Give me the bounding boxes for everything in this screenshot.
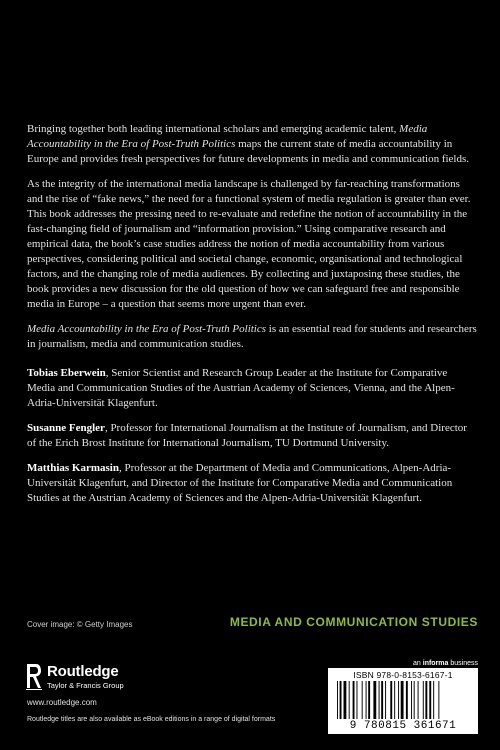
publisher-subtitle: Taylor & Francis Group (47, 681, 124, 690)
isbn-label: ISBN 978-0-8153-6167-1 (353, 670, 453, 680)
informa-brand: informa (422, 660, 449, 667)
author-name: Matthias Karmasin (27, 462, 119, 474)
author-bio-text: , Senior Scientist and Research Group Leader at the Institute for Comparative Media and Communication Studies of the Austrian Academy of Sciences, Vienna, and the Alpen-Adria-Universität Klagenfurt. (27, 367, 455, 409)
author-bio-2 (27, 421, 477, 451)
author-name: Tobias Eberwein (27, 367, 106, 379)
barcode (328, 668, 478, 734)
publisher-name: Routledge (47, 663, 119, 680)
intro-book-title: Media Accountability in the Era of Post-Truth Politics (27, 123, 428, 150)
barcode-digits: 9 780815 361671 (349, 720, 457, 732)
author-bio-1 (27, 366, 477, 411)
ebook-note: Routledge titles are also available as eBook editions in a range of digital formats (27, 716, 276, 723)
author-name: Susanne Fengler (27, 422, 105, 434)
closing-paragraph (27, 322, 477, 352)
informa-prefix: an (413, 660, 423, 667)
informa-suffix: business (448, 660, 478, 667)
blurb (27, 122, 477, 516)
author-bio-text: , Professor for International Journalism at the Institute of Journalism, and Director of the Erich Brost Institute for International Journalism, TU Dortmund University. (27, 422, 467, 449)
intro-paragraph (27, 122, 477, 167)
routledge-logo-icon (26, 664, 42, 690)
closing-book-title: Media Accountability in the Era of Post-Truth Politics (27, 323, 267, 335)
author-bio-3 (27, 461, 477, 506)
publisher-url[interactable]: www.routledge.com (27, 698, 97, 707)
intro-text-1: Bringing together both leading international scholars and emerging academic talent, (27, 123, 400, 135)
closing-text: is an essential read for students and researchers in journalism, media and communication studies. (27, 323, 477, 350)
cover-image-credit: Cover image: © Getty Images (27, 620, 133, 629)
barcode-bars-icon (337, 681, 469, 719)
intro-text-2: maps the current state of media accountability in Europe and provides fresh perspectives for future developments in media and communication fields. (27, 138, 470, 165)
author-bio-text: , Professor at the Department of Media and Communications, Alpen-Adria-Universität Klagenfurt, and Director of the Institute for Comparative Media and Communication Studies at the Austrian Academy of Sciences and the Alpen-Adria-Universität Klagenfurt. (27, 462, 453, 504)
informa-business-label (380, 660, 478, 667)
series-title: MEDIA AND COMMUNICATION STUDIES (229, 615, 478, 629)
body-paragraph: As the integrity of the international media landscape is challenged by far-reaching transformations and the rise of “fake news,” the need for a functional system of media regulation is greater than ever. This book addresses the pressing need to re-evaluate and redefine the notion of accountability in the fast-changing field of journalism and “information provision.” Using comparative research and empirical data, the book’s case studies address the notion of media accountability from various perspectives, considering political and societal change, economic, organisational and technological factors, and the changing role of media audiences. By collecting and juxtaposing these studies, the book provides a new discussion for the old question of how we can safeguard free and responsible media in Europe – a question that seems more urgent than ever. (27, 178, 471, 310)
